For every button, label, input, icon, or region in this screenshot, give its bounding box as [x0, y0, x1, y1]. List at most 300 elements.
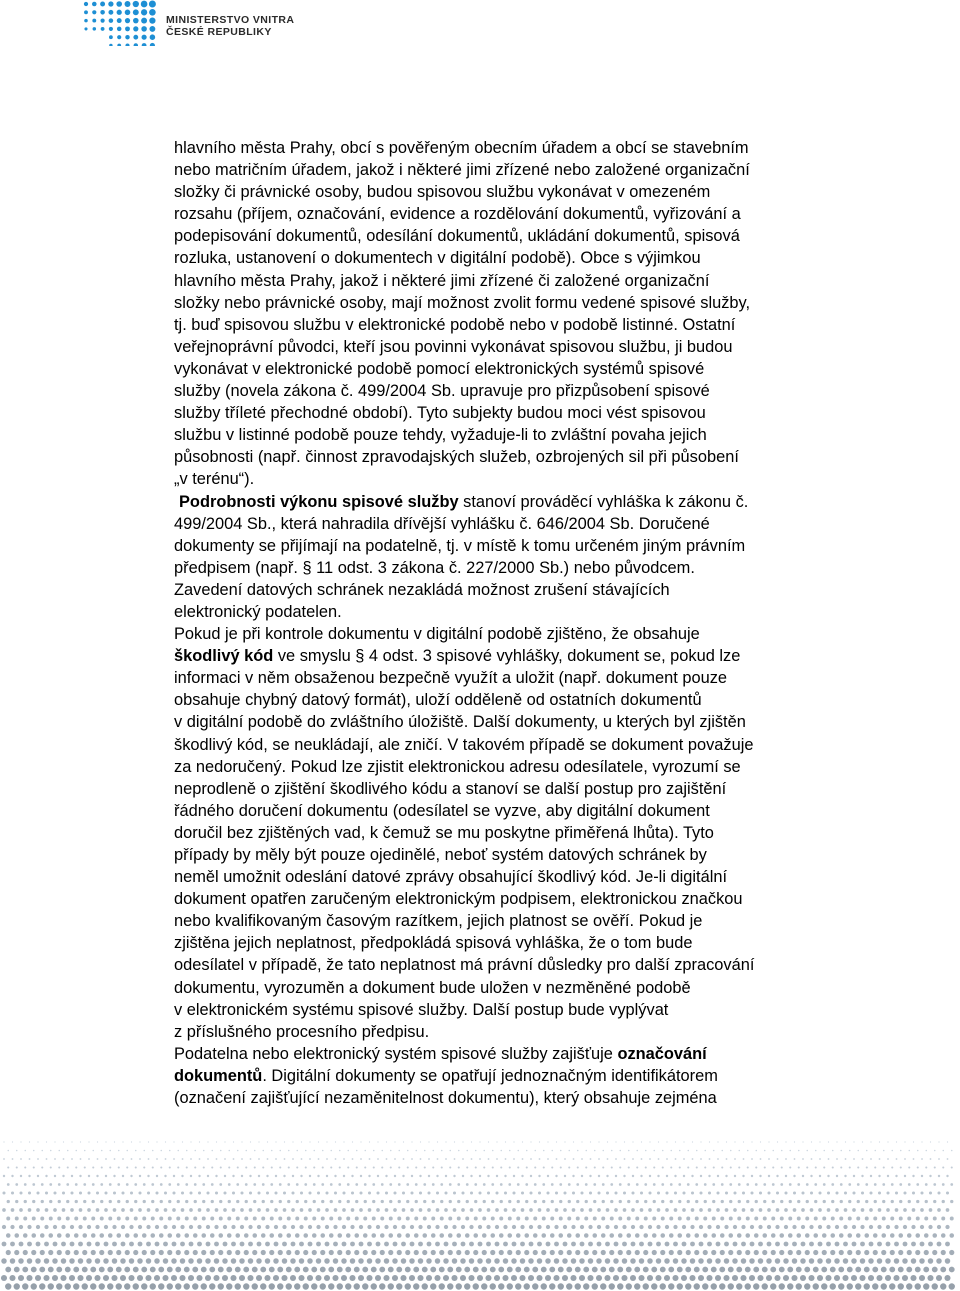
pattern-dot: [349, 1275, 355, 1281]
pattern-dot: [524, 1250, 529, 1255]
pattern-dot: [720, 1250, 725, 1255]
pattern-dot: [364, 1150, 366, 1152]
pattern-dot: [844, 1208, 848, 1212]
pattern-dot: [300, 1208, 304, 1212]
pattern-dot: [915, 1267, 921, 1273]
pattern-dot: [372, 1200, 375, 1203]
pattern-dot: [836, 1158, 838, 1160]
pattern-dot: [78, 1225, 82, 1229]
pattern-dot: [881, 1283, 887, 1289]
pattern-dot: [257, 1242, 262, 1247]
pattern-dot: [328, 1267, 334, 1273]
pattern-dot: [898, 1250, 903, 1255]
pattern-dot: [916, 1217, 920, 1221]
pattern-dot: [128, 1275, 134, 1281]
pattern-dot: [485, 1275, 491, 1281]
pattern-dot: [84, 1166, 86, 1168]
pattern-dot: [403, 1141, 404, 1142]
pattern-dot: [49, 1217, 53, 1221]
pattern-dot: [57, 1250, 62, 1255]
pattern-dot: [661, 1183, 664, 1186]
pattern-dot: [541, 1250, 546, 1255]
pattern-dot: [852, 1225, 856, 1229]
pattern-dot: [37, 1141, 38, 1142]
pattern-dot: [560, 1150, 562, 1152]
pattern-dot: [876, 1275, 882, 1281]
pattern-dot: [685, 1267, 691, 1273]
pattern-dot: [413, 1283, 419, 1289]
pattern-dot: [598, 1141, 599, 1142]
pattern-dot: [304, 1200, 307, 1203]
pattern-dot: [245, 1166, 247, 1168]
pattern-dot: [581, 1175, 583, 1177]
pattern-dot: [913, 1158, 915, 1160]
pattern-dot: [214, 1242, 219, 1247]
pattern-dot: [135, 1166, 137, 1168]
pattern-dot: [12, 1141, 13, 1142]
pattern-dot: [872, 1267, 878, 1273]
pattern-dot: [942, 1166, 944, 1168]
pattern-dot: [418, 1225, 422, 1229]
pattern-dot: [356, 1166, 358, 1168]
pattern-dot: [698, 1275, 704, 1281]
pattern-dot: [547, 1175, 549, 1177]
pattern-dot: [461, 1208, 465, 1212]
pattern-dot: [400, 1275, 406, 1281]
pattern-dot: [28, 1175, 30, 1177]
pattern-dot: [530, 1158, 532, 1160]
pattern-dot: [278, 1217, 282, 1221]
pattern-dot: [865, 1217, 869, 1221]
pattern-dot: [74, 1217, 78, 1221]
pattern-dot: [907, 1217, 911, 1221]
pattern-dot: [384, 1242, 389, 1247]
pattern-dot: [819, 1141, 820, 1142]
pattern-dot: [886, 1225, 890, 1229]
pattern-dot: [915, 1233, 920, 1238]
pattern-dot: [711, 1267, 717, 1273]
pattern-dot: [167, 1233, 172, 1238]
pattern-dot: [648, 1225, 652, 1229]
pattern-dot: [69, 1275, 75, 1281]
pattern-dot: [33, 1150, 35, 1152]
pattern-dot: [338, 1217, 342, 1221]
pattern-dot: [602, 1200, 605, 1203]
pattern-dot: [201, 1233, 206, 1238]
pattern-dot: [393, 1191, 396, 1194]
pattern-dot: [432, 1200, 435, 1203]
pattern-dot: [564, 1158, 566, 1160]
pattern-dot: [842, 1275, 848, 1281]
pattern-dot: [184, 1267, 190, 1273]
pattern-dot: [745, 1267, 751, 1273]
pattern-dot: [427, 1191, 430, 1194]
pattern-dot: [677, 1267, 683, 1273]
pattern-dot: [100, 1217, 104, 1221]
pattern-dot: [742, 1208, 746, 1212]
pattern-dot: [796, 1250, 801, 1255]
pattern-dot: [627, 1200, 630, 1203]
pattern-dot: [563, 1225, 567, 1229]
pattern-dot: [853, 1175, 855, 1177]
pattern-dot: [806, 1200, 809, 1203]
pattern-dot: [749, 1275, 755, 1281]
pattern-dot: [194, 1166, 196, 1168]
pattern-dot: [201, 1250, 206, 1255]
pattern-dot: [656, 1225, 660, 1229]
pattern-dot: [641, 1141, 642, 1142]
pattern-dot: [588, 1225, 592, 1229]
pattern-dot: [335, 1158, 337, 1160]
pattern-dot: [381, 1200, 384, 1203]
pattern-dot: [7, 1166, 9, 1168]
logo-dot: [125, 10, 131, 16]
pattern-dot: [456, 1250, 461, 1255]
pattern-dot: [522, 1158, 524, 1160]
pattern-dot: [585, 1200, 588, 1203]
pattern-dot: [525, 1183, 528, 1186]
logo-dot: [100, 2, 105, 7]
pattern-dot: [822, 1233, 827, 1238]
pattern-dot: [855, 1267, 861, 1273]
pattern-dot: [746, 1200, 749, 1203]
pattern-dot: [758, 1258, 763, 1263]
pattern-dot: [555, 1175, 557, 1177]
pattern-dot: [798, 1166, 800, 1168]
pattern-dot: [368, 1191, 371, 1194]
pattern-dot: [830, 1250, 835, 1255]
pattern-dot: [627, 1217, 631, 1221]
pattern-dot: [258, 1158, 260, 1160]
pattern-dot: [874, 1200, 877, 1203]
pattern-dot: [588, 1258, 593, 1263]
pattern-dot: [189, 1208, 193, 1212]
pattern-dot: [672, 1275, 678, 1281]
pattern-dot: [699, 1208, 703, 1212]
pattern-dot: [457, 1200, 460, 1203]
pattern-dot: [558, 1250, 563, 1255]
pattern-dot: [415, 1200, 418, 1203]
pattern-dot: [512, 1191, 515, 1194]
pattern-dot: [168, 1200, 171, 1203]
pattern-dot: [265, 1242, 270, 1247]
pattern-dot: [521, 1191, 524, 1194]
pattern-dot: [129, 1258, 134, 1263]
pattern-dot: [386, 1158, 388, 1160]
pattern-dot: [665, 1242, 670, 1247]
pattern-dot: [635, 1217, 639, 1221]
pattern-dot: [488, 1158, 490, 1160]
pattern-dot: [288, 1150, 290, 1152]
pattern-dot: [50, 1166, 52, 1168]
pattern-dot: [677, 1283, 683, 1289]
pattern-dot: [772, 1166, 774, 1168]
pattern-dot: [639, 1258, 644, 1263]
pattern-dot: [921, 1158, 923, 1160]
pattern-dot: [46, 1158, 48, 1160]
pattern-dot: [623, 1208, 627, 1212]
pattern-dot: [811, 1141, 812, 1142]
pattern-dot: [626, 1283, 632, 1289]
pattern-dot: [682, 1242, 687, 1247]
pattern-dot: [827, 1208, 831, 1212]
pattern-dot: [844, 1175, 846, 1177]
pattern-dot: [644, 1217, 648, 1221]
pattern-dot: [499, 1250, 504, 1255]
pattern-dot: [28, 1208, 32, 1212]
pattern-dot: [45, 1191, 48, 1194]
pattern-dot: [775, 1258, 780, 1263]
pattern-dot: [61, 1258, 66, 1263]
pattern-dot: [366, 1275, 372, 1281]
pattern-dot: [158, 1283, 164, 1289]
pattern-dot: [600, 1267, 606, 1273]
pattern-dot: [882, 1200, 885, 1203]
pattern-dot: [760, 1158, 762, 1160]
pattern-dot: [90, 1283, 96, 1289]
pattern-dot: [857, 1183, 860, 1186]
pattern-dot: [329, 1250, 334, 1255]
pattern-dot: [283, 1175, 285, 1177]
pattern-dot: [10, 1258, 15, 1263]
pattern-dot: [707, 1242, 712, 1247]
pattern-dot: [857, 1166, 859, 1168]
text-line: služby tříleté přechodné období). Tyto subjekty budou moci vést spisovou: [174, 404, 706, 423]
pattern-dot: [658, 1141, 659, 1142]
pattern-dot: [107, 1283, 113, 1289]
pattern-dot: [227, 1233, 232, 1238]
pattern-dot: [134, 1217, 138, 1221]
pattern-dot: [486, 1242, 491, 1247]
pattern-dot: [120, 1258, 125, 1263]
pattern-dot: [317, 1208, 321, 1212]
pattern-dot: [175, 1283, 181, 1289]
pattern-dot: [377, 1158, 379, 1160]
pattern-dot: [295, 1233, 300, 1238]
pattern-dot: [524, 1283, 530, 1289]
pattern-dot: [343, 1141, 344, 1142]
pattern-dot: [198, 1175, 200, 1177]
pattern-dot: [257, 1225, 261, 1229]
pattern-dot: [414, 1217, 418, 1221]
pattern-dot: [236, 1200, 239, 1203]
pattern-dot: [904, 1175, 906, 1177]
pattern-dot: [95, 1258, 100, 1263]
logo-dot: [133, 18, 139, 24]
pattern-dot: [206, 1208, 210, 1212]
pattern-dot: [840, 1150, 842, 1152]
pattern-dot: [751, 1141, 752, 1142]
pattern-dot: [767, 1242, 772, 1247]
pattern-dot: [443, 1275, 449, 1281]
pattern-dot: [821, 1283, 827, 1289]
pattern-dot: [670, 1166, 672, 1168]
pattern-dot: [316, 1242, 321, 1247]
pattern-dot: [583, 1267, 589, 1273]
pattern-dot: [15, 1183, 18, 1186]
pattern-dot: [751, 1175, 753, 1177]
logo-dot: [84, 19, 88, 23]
pattern-dot: [141, 1283, 147, 1289]
pattern-dot: [300, 1175, 302, 1177]
pattern-dot: [364, 1166, 366, 1168]
pattern-dot: [452, 1225, 456, 1229]
pattern-dot: [524, 1267, 530, 1273]
pattern-dot: [520, 1242, 525, 1247]
pattern-dot: [151, 1200, 154, 1203]
pattern-dot: [240, 1242, 245, 1247]
pattern-dot: [541, 1267, 547, 1273]
pattern-dot: [288, 1166, 290, 1168]
pattern-dot: [609, 1283, 615, 1289]
pattern-dot: [784, 1208, 788, 1212]
pattern-dot: [165, 1158, 167, 1160]
pattern-dot: [104, 1191, 107, 1194]
pattern-dot: [937, 1225, 941, 1229]
pattern-dot: [699, 1191, 702, 1194]
pattern-dot: [593, 1183, 596, 1186]
logo-dot: [117, 27, 122, 32]
pattern-dot: [774, 1275, 780, 1281]
pattern-dot: [75, 1183, 78, 1186]
pattern-dot: [451, 1275, 457, 1281]
pattern-dot: [439, 1283, 445, 1289]
pattern-dot: [652, 1217, 656, 1221]
pattern-dot: [886, 1242, 891, 1247]
pattern-dot: [547, 1158, 549, 1160]
pattern-dot: [156, 1158, 158, 1160]
pattern-dot: [189, 1191, 192, 1194]
pattern-dot: [171, 1275, 177, 1281]
bold-term-text: škodlivý kód: [174, 647, 274, 666]
pattern-dot: [135, 1150, 137, 1152]
pattern-dot: [159, 1233, 164, 1238]
pattern-dot: [622, 1258, 627, 1263]
pattern-dot: [937, 1191, 940, 1194]
pattern-dot: [500, 1166, 502, 1168]
pattern-dot: [775, 1225, 779, 1229]
pattern-dot: [91, 1233, 96, 1238]
pattern-dot: [568, 1166, 570, 1168]
pattern-dot: [601, 1250, 606, 1255]
pattern-dot: [265, 1258, 270, 1263]
pattern-dot: [622, 1242, 627, 1247]
pattern-dot: [460, 1258, 465, 1263]
pattern-dot: [759, 1208, 763, 1212]
pattern-dot: [120, 1275, 126, 1281]
text-line: [174, 1065, 864, 1087]
text-line: doručil bez zjištěných vad, k čemuž se mu poskytne přiměřená lhůta). Tyto: [174, 823, 714, 842]
ministry-logo-dots: [82, 0, 158, 46]
pattern-dot: [626, 1250, 631, 1255]
pattern-dot: [146, 1225, 150, 1229]
pattern-dot: [99, 1283, 105, 1289]
pattern-dot: [334, 1208, 338, 1212]
pattern-dot: [58, 1200, 61, 1203]
pattern-dot: [385, 1208, 389, 1212]
pattern-dot: [537, 1225, 541, 1229]
pattern-dot: [303, 1250, 308, 1255]
pattern-dot: [114, 1158, 116, 1160]
pattern-dot: [536, 1275, 542, 1281]
pattern-dot: [496, 1141, 497, 1142]
pattern-dot: [3, 1175, 5, 1177]
pattern-dot: [766, 1275, 772, 1281]
pattern-dot: [615, 1141, 616, 1142]
pattern-dot: [632, 1175, 634, 1177]
pattern-dot: [853, 1158, 855, 1160]
pattern-dot: [838, 1283, 844, 1289]
pattern-dot: [882, 1183, 885, 1186]
pattern-dot: [396, 1267, 402, 1273]
pattern-dot: [355, 1200, 358, 1203]
pattern-dot: [292, 1175, 294, 1177]
pattern-dot: [410, 1208, 414, 1212]
pattern-dot: [907, 1250, 912, 1255]
pattern-dot: [508, 1217, 512, 1221]
pattern-dot: [428, 1175, 430, 1177]
pattern-dot: [159, 1250, 164, 1255]
pattern-dot: [62, 1175, 64, 1177]
pattern-dot: [724, 1225, 728, 1229]
pattern-dot: [762, 1250, 767, 1255]
pattern-dot: [464, 1267, 470, 1273]
pattern-dot: [890, 1217, 894, 1221]
pattern-dot: [763, 1183, 766, 1186]
pattern-dot: [700, 1158, 702, 1160]
pattern-dot: [777, 1141, 778, 1142]
pattern-dot: [342, 1242, 347, 1247]
pattern-dot: [576, 1200, 579, 1203]
pattern-dot: [130, 1208, 134, 1212]
pattern-dot: [90, 1267, 96, 1273]
pattern-dot: [359, 1191, 362, 1194]
pattern-dot: [789, 1150, 791, 1152]
pattern-dot: [835, 1225, 839, 1229]
logo-dot: [133, 35, 138, 40]
pattern-dot: [360, 1158, 362, 1160]
pattern-dot: [105, 1141, 106, 1142]
pattern-dot: [274, 1208, 278, 1212]
pattern-dot: [354, 1233, 359, 1238]
pattern-dot: [879, 1158, 881, 1160]
pattern-dot: [945, 1225, 949, 1229]
pattern-dot: [593, 1200, 596, 1203]
pattern-dot: [827, 1191, 830, 1194]
pattern-dot: [260, 1267, 266, 1273]
pattern-dot: [598, 1175, 600, 1177]
pattern-dot: [730, 1150, 732, 1152]
pattern-dot: [62, 1191, 65, 1194]
pattern-dot: [320, 1267, 326, 1273]
pattern-dot: [355, 1183, 358, 1186]
pattern-dot: [435, 1258, 440, 1263]
pattern-dot: [31, 1267, 37, 1273]
pattern-dot: [63, 1158, 65, 1160]
pattern-dot: [712, 1183, 715, 1186]
pattern-dot: [794, 1158, 796, 1160]
pattern-dot: [911, 1258, 916, 1263]
pattern-dot: [207, 1141, 208, 1142]
pattern-dot: [615, 1175, 617, 1177]
pattern-dot: [496, 1158, 498, 1160]
pattern-dot: [95, 1225, 99, 1229]
pattern-dot: [303, 1267, 309, 1273]
pattern-dot: [270, 1200, 273, 1203]
pattern-dot: [691, 1191, 694, 1194]
pattern-dot: [636, 1200, 639, 1203]
pattern-dot: [151, 1183, 154, 1186]
